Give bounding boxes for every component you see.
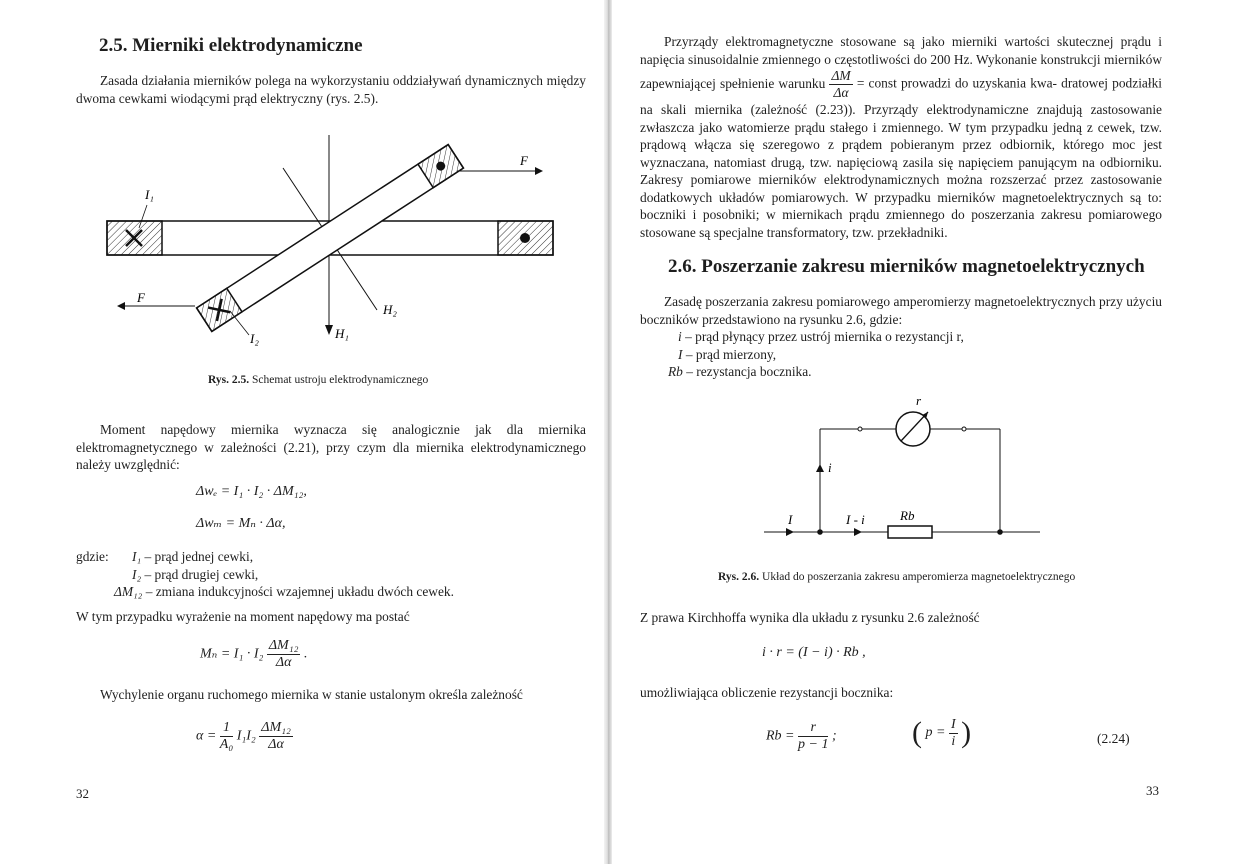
caption-text: Układ do poszerzania zakresu amperomierza magnetoelektrycznego (762, 571, 1076, 583)
equation-delta-we: Δwₑ = I₁ · I₂ · ΔM₁₂, (196, 484, 307, 499)
label-I2: I₂ (250, 331, 259, 346)
figure-electrodynamic-mechanism (95, 125, 565, 350)
numerator: ΔM (831, 68, 851, 83)
equation-moment (200, 638, 307, 671)
numerator: 1 (220, 720, 233, 737)
definition-symbol: Rb (668, 364, 683, 379)
page-number-left: 32 (76, 786, 89, 801)
definition-desc: – prąd mierzony, (685, 346, 777, 362)
definition-symbol: i (678, 329, 682, 344)
intro-paragraph: Zasada działania mierników polega na wykorzystaniu oddziaływań dynamicznych między dwoma cewkami wiodącymi prąd elektryczny (rys. 2.5). (76, 73, 586, 106)
section-title-2-5: 2.5. Mierniki elektrodynamiczne (99, 35, 363, 56)
label-r: r (916, 393, 922, 408)
page-number-right: 33 (1146, 783, 1159, 798)
caption-text: Schemat ustroju elektrodynamicznego (252, 374, 429, 386)
shunt-resistor (888, 526, 932, 538)
figure-2-6-caption (718, 571, 1075, 583)
definition-desc: – rezystancja bocznika. (686, 364, 812, 379)
label-I1: I₁ (145, 187, 154, 202)
equation-mid: I₁I₂ (236, 728, 256, 744)
where-item (114, 548, 574, 566)
where-symbol: I₂ (132, 566, 142, 582)
right-page (610, 0, 1236, 864)
definition-item (668, 346, 964, 364)
equation-number: (2.24) (1097, 731, 1130, 746)
denominator: Δα (833, 85, 849, 100)
definition-symbol: I (678, 346, 683, 362)
where-list (114, 548, 574, 601)
definition-list (668, 328, 964, 381)
equation-kirchhoff: i · r = (I − i) · Rb , (762, 645, 866, 660)
equation-rb (766, 720, 837, 753)
definition-item (668, 328, 964, 346)
bypass-paragraph: Zasadę poszerzania zakresu pomiarowego amperomierzy magnetoelektrycznych przy użyciu boczników przedstawiono na rysunku 2.6, gdzie: (640, 294, 1162, 327)
condition-fraction (829, 68, 852, 101)
numerator: I (950, 716, 956, 732)
figure-2-5-caption (208, 374, 428, 386)
label-Rb: Rb (900, 508, 915, 523)
fraction (798, 720, 828, 753)
para1-end: dratowej podziałki na skali miernika (zależność (2.23)). Przyrządy elektrodynamiczne znajdują zastosowanie zwłaszcza jako watomierze prądu stałego i zmiennego. W tym przypadku jedną z cewek, tzw. prądową włącza się szeregowo z prądem pobieranym przez odbiornik, którego moc jest wyznaczana, natomiast drugą, tzw. napięciową zasila się napięciem panującym na odbiorniku. Zakresy pomiarowe mierników elektrodynamicznych można rozszerzać przez zastosowanie dodatkowych układów pomiarowych. W przypadku mierników magnetoelektrycznych są to: boczniki i posobniki; w miernikach prądu zmiennego do poszerzania zakresu pomiarowego stosowane są specjalne transformatory, tzw. przekładniki. (640, 75, 1162, 240)
condition-rhs: = const (856, 75, 897, 91)
where-desc: – zmiana indukcyjności wzajemnej układu dwóch cewek. (145, 584, 454, 599)
denominator: i (951, 733, 956, 749)
label-F-left: F (137, 290, 145, 305)
fraction (220, 720, 233, 753)
para1-block (640, 33, 1162, 241)
equation-lhs: α = (196, 728, 217, 744)
para1-start: Przyrządy elektromagnetyczne stosowane są jako mierniki wartości skutecznej prądu i napięcia sinusoidalnie zmiennego o częstotliwości do 200 Hz. Wykonanie konstrukcji mierników zapewniającej spełnienie warunku (640, 34, 1162, 91)
where-item (114, 566, 574, 584)
fraction (949, 717, 958, 750)
where-desc: – prąd jednej cewki, (144, 549, 254, 564)
equation-tail: ; (831, 728, 837, 744)
kirchhoff-paragraph: Z prawa Kirchhoffa wynika dla układu z rysunku 2.6 zależność (640, 610, 980, 625)
denominator: p − 1 (798, 737, 829, 752)
enable-paragraph: umożliwiająca obliczenie rezystancji bocznika: (640, 685, 894, 700)
label-F-top: F (520, 153, 528, 168)
label-H1: H₁ (335, 326, 349, 341)
label-I-minus-i: I - i (846, 512, 865, 527)
numerator: ΔM₁₂ (268, 638, 299, 653)
caption-number: Rys. 2.6. (718, 571, 760, 583)
denominator: A₀ (219, 737, 234, 752)
where-item (114, 583, 574, 601)
section-title-2-6: 2.6. Poszerzanie zakresu mierników magnetoelektrycznych (668, 256, 1145, 277)
para1-mid: prowadzi do uzyskania kwa- (900, 75, 1057, 91)
where-label: gdzie: (76, 549, 109, 564)
where-symbol: ΔM₁₂ (114, 584, 143, 599)
equation-lhs: p = (925, 725, 946, 741)
fraction (267, 638, 301, 671)
numerator: ΔM₁₂ (261, 720, 291, 735)
equation-delta-wm: Δwₘ = Mₙ · Δα, (196, 516, 286, 531)
caption-number: Rys. 2.5. (208, 374, 250, 386)
denominator: Δα (275, 655, 292, 670)
definition-item (668, 363, 964, 381)
denominator: Δα (268, 737, 284, 752)
label-i: i (828, 460, 832, 475)
deflection-paragraph: Wychylenie organu ruchomego miernika w stanie ustalonym określa zależność (100, 687, 523, 702)
definition-desc: – prąd płynący przez ustrój miernika o rezystancji r, (685, 329, 964, 344)
equation-deflection (196, 720, 293, 753)
equation-p: ( p = $\frac{I}{i}$ ) (912, 716, 972, 749)
case-paragraph: W tym przypadku wyrażenie na moment napędowy ma postać (76, 609, 410, 624)
label-I: I (788, 512, 793, 527)
numerator: r (798, 720, 828, 737)
equation-lhs: Rb = (766, 728, 795, 744)
where-desc: – prąd drugiej cewki, (144, 566, 259, 582)
left-page (0, 0, 605, 864)
figure-shunt-circuit (750, 392, 1050, 552)
equation-lhs: Mₙ = I₁ · I₂ (200, 646, 264, 662)
equation-tail: . (303, 646, 308, 662)
where-symbol: I₁ (132, 549, 142, 564)
meter-terminal (858, 427, 862, 431)
meter-terminal (962, 427, 966, 431)
fraction (259, 720, 293, 753)
moment-paragraph: Moment napędowy miernika wyznacza się analogicznie jak dla miernika elektromagnetycznego w zależności (2.21), przy czym dla miernika elektrodynamicznego należy uwzględnić: (76, 422, 586, 472)
label-H2: H₂ (383, 302, 397, 317)
